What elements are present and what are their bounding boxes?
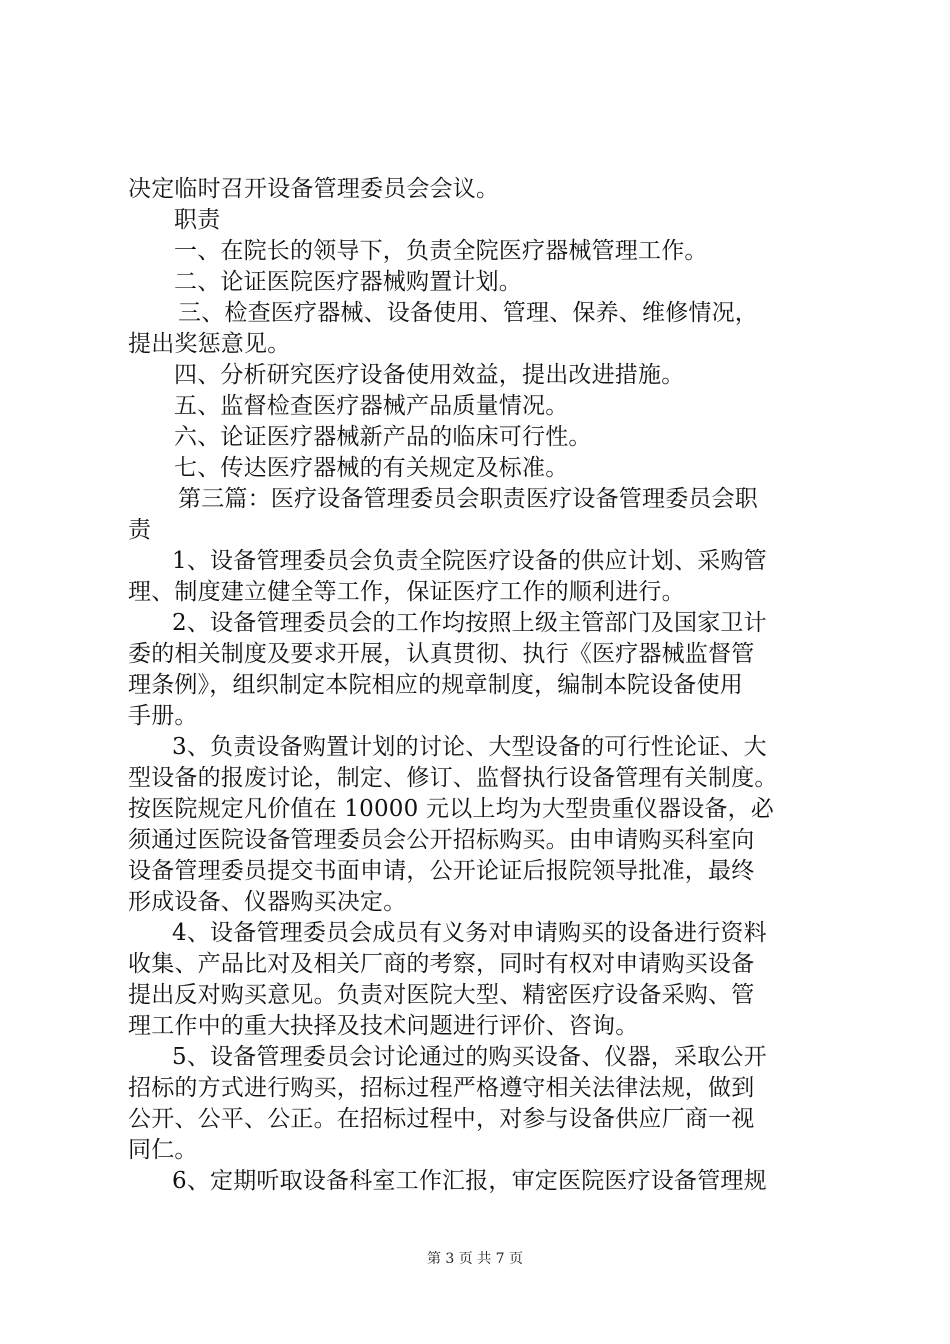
text-line: 5、设备管理委员会讨论通过的购买设备、仪器，采取公开 [172, 1044, 767, 1070]
text-line: 理工作中的重大抉择及技术问题进行评价、咨询。 [128, 1013, 639, 1039]
text-line: 公开、公平、公正。在招标过程中，对参与设备供应厂商一视 [128, 1106, 755, 1132]
text-line: 三、检查医疗器械、设备使用、管理、保养、维修情况， [178, 300, 758, 326]
text-line: 须通过医院设备管理委员会公开招标购买。由申请购买科室向 [128, 827, 755, 853]
text-line: 设备管理委员提交书面申请，公开论证后报院领导批准，最终 [128, 858, 755, 884]
text-line: 3、负责设备购置计划的讨论、大型设备的可行性论证、大 [172, 734, 767, 760]
page-footer [0, 1248, 950, 1268]
text-line: 收集、产品比对及相关厂商的考察，同时有权对申请购买设备 [128, 951, 755, 977]
text-line: 五、监督检查医疗器械产品质量情况。 [174, 393, 569, 419]
text-line: 七、传达医疗器械的有关规定及标准。 [174, 455, 569, 481]
text-line: 委的相关制度及要求开展，认真贯彻、执行《医疗器械监督管 [128, 641, 755, 667]
page-number-label: 第 3 页 共 7 页 [426, 1251, 524, 1267]
text-line: 二、论证医院医疗器械购置计划。 [174, 269, 522, 295]
text-line: 1、设备管理委员会负责全院医疗设备的供应计划、采购管 [172, 548, 767, 574]
text-line: 职责 [174, 207, 221, 233]
text-line: 提出奖惩意见。 [128, 331, 291, 357]
text-line: 理、制度建立健全等工作，保证医疗工作的顺利进行。 [128, 579, 685, 605]
text-line: 6、定期听取设备科室工作汇报，审定医院医疗设备管理规 [172, 1168, 767, 1194]
text-line: 同仁。 [128, 1137, 198, 1163]
text-line: 2、设备管理委员会的工作均按照上级主管部门及国家卫计 [172, 610, 767, 636]
text-line: 4、设备管理委员会成员有义务对申请购买的设备进行资料 [172, 920, 767, 946]
text-line: 手册。 [128, 703, 198, 729]
document-body [128, 174, 828, 1197]
text-line: 提出反对购买意见。负责对医院大型、精密医疗设备采购、管 [128, 982, 755, 1008]
text-line: 四、分析研究医疗设备使用效益，提出改进措施。 [174, 362, 685, 388]
text-line: 形成设备、仪器购买决定。 [128, 889, 407, 915]
text-line: 决定临时召开设备管理委员会会议。 [128, 176, 500, 202]
text-line: 理条例》，组织制定本院相应的规章制度，编制本院设备使用 [128, 672, 743, 698]
text-line: 型设备的报废讨论，制定、修订、监督执行设备管理有关制度。 [128, 765, 778, 791]
text-line: 一、在院长的领导下，负责全院医疗器械管理工作。 [174, 238, 708, 264]
text-line: 六、论证医疗器械新产品的临床可行性。 [174, 424, 592, 450]
text-line: 招标的方式进行购买，招标过程严格遵守相关法律法规，做到 [128, 1075, 755, 1101]
text-line: 第三篇：医疗设备管理委员会职责医疗设备管理委员会职 [178, 486, 758, 512]
text-line: 按医院规定凡价值在 10000 元以上均为大型贵重仪器设备，必 [128, 796, 774, 822]
text-line: 责 [128, 517, 152, 543]
